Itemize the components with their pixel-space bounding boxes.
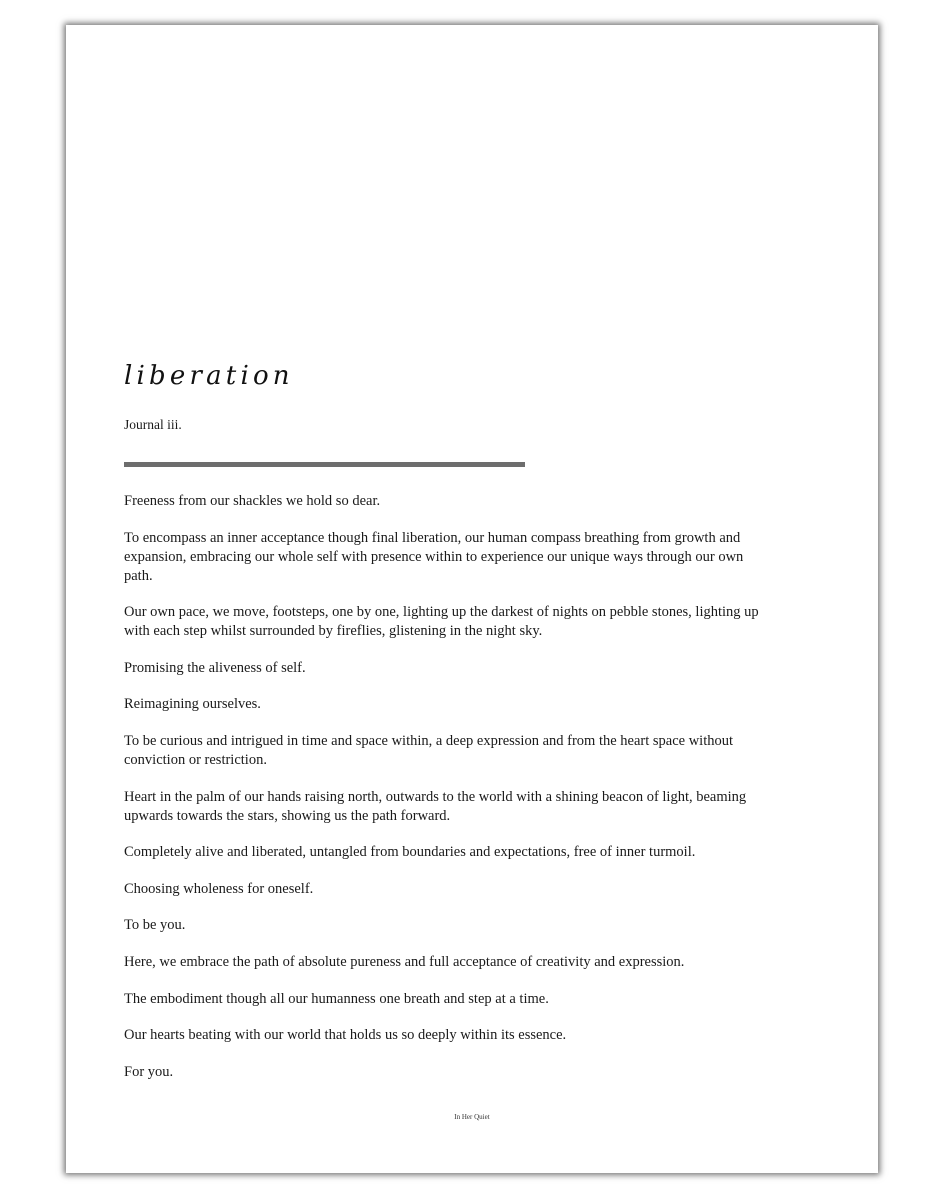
paragraph: Heart in the palm of our hands raising north, outwards to the world with a shining beacon of light, beaming upwards towards the stars, showing us the path forward. [124, 788, 747, 824]
paragraph: To encompass an inner acceptance though final liberation, our human compass breathing from growth and expansion, embracing our whole self with presence within to experience our unique ways through our own path. [124, 529, 744, 584]
title-divider [124, 462, 525, 467]
paragraph: For you. [124, 1063, 174, 1080]
paragraph: Our own pace, we move, footsteps, one by one, lighting up the darkest of nights on pebble stones, lighting up with each step whilst surrounded by fireflies, glistening in the night sky. [124, 604, 759, 640]
page-title: liberation [124, 361, 294, 391]
page-footer: In Her Quiet [454, 1113, 490, 1121]
body-text [124, 492, 764, 1082]
paragraph: Freeness from our shackles we hold so dear. [124, 493, 381, 509]
paragraph: To be curious and intrigued in time and space within, a deep expression and from the heart space without conviction or restriction. [124, 732, 734, 768]
page-subtitle: Journal iii. [124, 417, 182, 432]
paragraph: Reimagining ourselves. [124, 696, 261, 713]
paragraph: Choosing wholeness for oneself. [124, 880, 314, 897]
paragraph: Here, we embrace the path of absolute pureness and full acceptance of creativity and expression. [124, 953, 685, 970]
paragraph: Promising the aliveness of self. [124, 659, 306, 676]
paragraph: The embodiment though all our humanness one breath and step at a time. [124, 990, 549, 1007]
paragraph: Our hearts beating with our world that holds us so deeply within its essence. [124, 1027, 567, 1044]
paragraph: To be you. [124, 917, 186, 934]
document-page [66, 25, 878, 1173]
paragraph: Completely alive and liberated, untangled from boundaries and expectations, free of inner turmoil. [124, 844, 696, 861]
